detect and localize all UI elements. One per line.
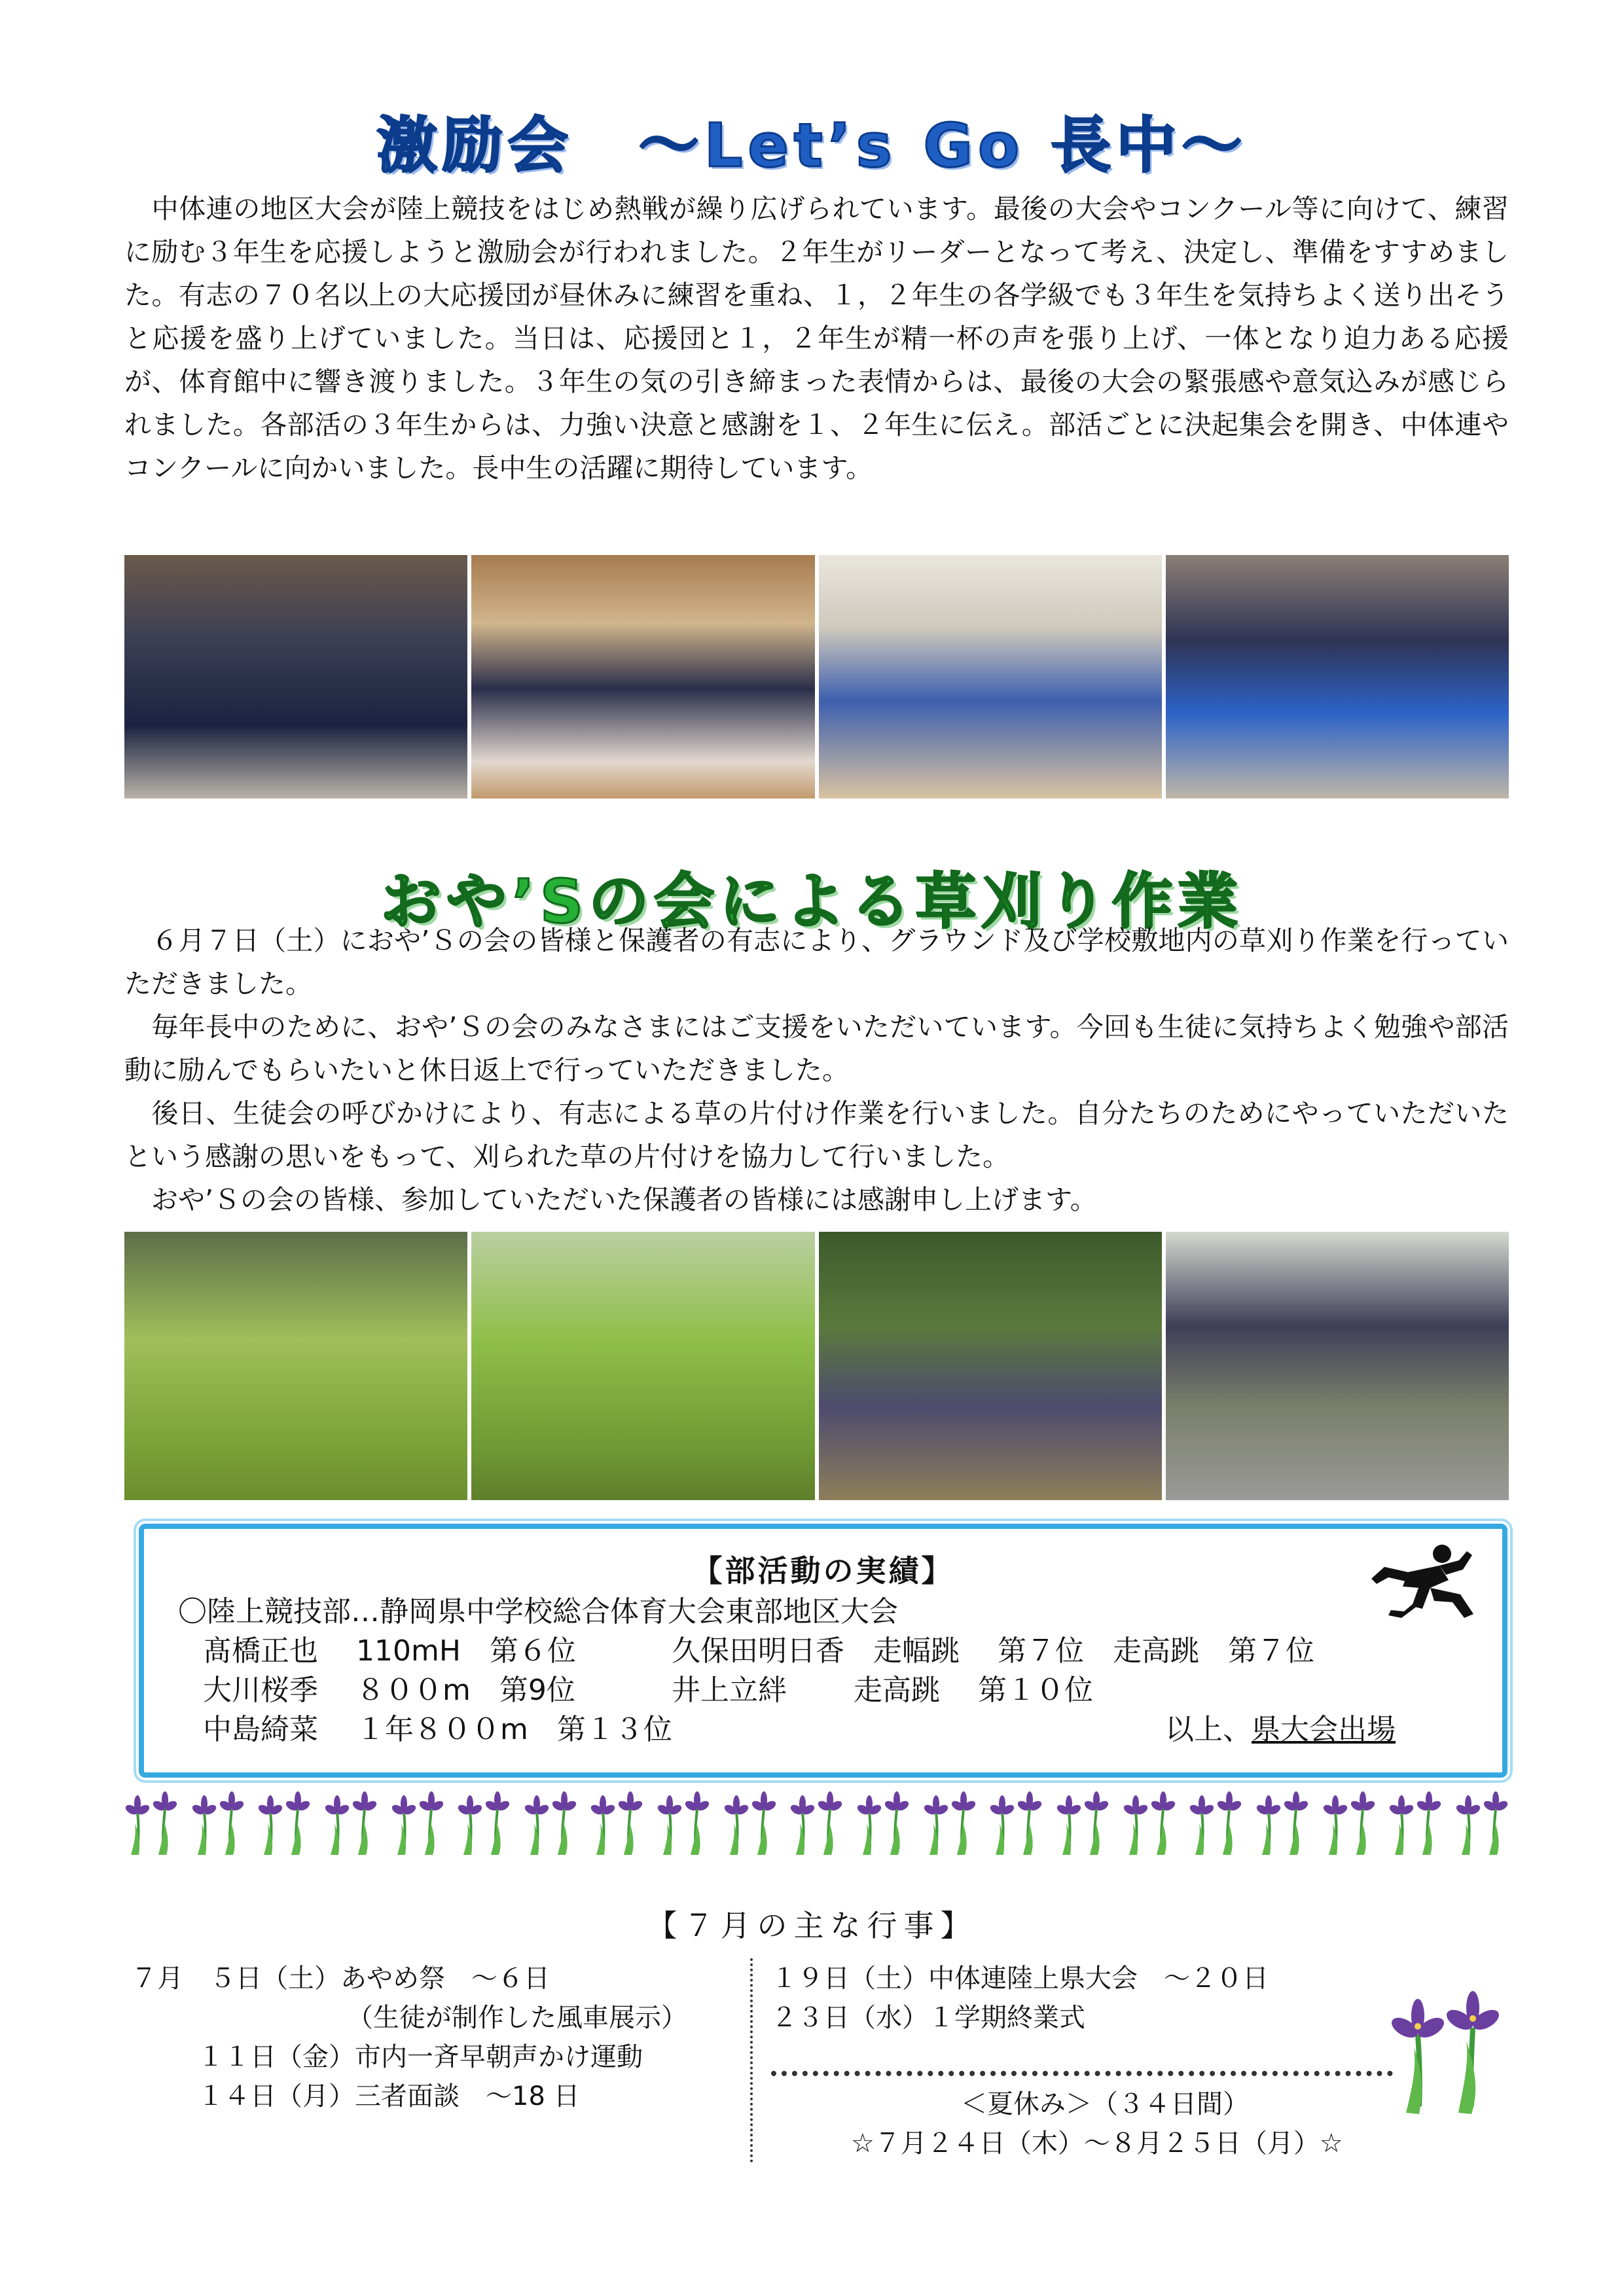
- event-item: １９日（土）中体連陸上県大会 ～２０日: [771, 1964, 1269, 1994]
- vacation-label: ＜夏休み＞（３４日間）: [961, 2089, 1249, 2119]
- photo-wheelbarrow-cleanup: [1166, 1232, 1509, 1500]
- iris-flower-icon: [191, 1789, 245, 1855]
- iris-flower-icon: [1455, 1789, 1509, 1855]
- club-result: 髙橋正也 110mH 第６位: [203, 1634, 576, 1668]
- iris-flower-icon: [1056, 1789, 1110, 1855]
- club-summary-prefix: 以上、: [1165, 1713, 1252, 1746]
- event-item: （生徒が制作した風車展示）: [347, 2003, 687, 2033]
- event-item: １１日（金）市内一斉早朝声かけ運動: [198, 2042, 643, 2072]
- section2-paragraph: ６月７日（土）におや’Ｓの会の皆様と保護者の有志により、グラウンド及び学校敷地内の草刈り作業を行っていただきました。 毎年長中のために、おや’Ｓの会のみなさまにはご支援をいただいています。今回も生徒に気持ちよく勉強や部活動に励んでもらいたいと休日返上で行っていただきました。 後日、生徒会の呼びかけにより、有志による草の片付け作業を行いました。自分たちのためにやっていただいたという感謝の思いをもって、刈られた草の片付けを協力して行いました。 おや’Ｓの会の皆様、参加していただいた保護者の皆様には感謝申し上げます。: [124, 925, 1509, 1215]
- iris-flower-icon: [789, 1789, 843, 1855]
- iris-flower-icon: [524, 1789, 577, 1855]
- event-item: ２３日（水）１学期終業式: [771, 2003, 1085, 2033]
- club-results-title: 【部活動の実績】: [692, 1553, 954, 1588]
- club-result: 中島綺菜 １年８００m 第１３位: [203, 1713, 672, 1746]
- iris-flower-icon: [657, 1789, 710, 1855]
- events-dotted-rule: [771, 2071, 1393, 2076]
- iris-flower-icon: [1380, 1975, 1511, 2119]
- section2-title: おや’Sの会による草刈り作業: [380, 867, 1244, 937]
- events-title: 【７月の主な行事】: [647, 1908, 977, 1943]
- club-result: 井上立絆 走高跳 第１０位: [672, 1674, 1093, 1707]
- iris-flower-icon: [324, 1789, 378, 1855]
- iris-flower-icon: [1255, 1789, 1309, 1855]
- iris-flower-icon: [923, 1789, 977, 1855]
- iris-flower-icon: [590, 1789, 643, 1855]
- iris-flower-icon: [457, 1789, 511, 1855]
- photo-team-huddle: [1166, 555, 1509, 798]
- event-item: １４日（月）三者面談 ～18 日: [198, 2081, 580, 2111]
- iris-flower-icon: [1322, 1789, 1376, 1855]
- vacation-dates: ☆７月２４日（木）～８月２５日（月）☆: [851, 2128, 1343, 2159]
- section1-title: 激励会 ～Let’s Go 長中～: [376, 111, 1248, 181]
- iris-flower-icon: [257, 1789, 311, 1855]
- iris-flower-icon: [1123, 1789, 1176, 1855]
- iris-flower-icon: [1388, 1789, 1442, 1855]
- photo-cheering-students: [124, 555, 467, 798]
- encouragement-photo-strip: [124, 555, 1509, 798]
- club-summary: [1165, 1706, 1396, 1748]
- club-event-heading: 〇陸上競技部…静岡県中学校総合体育大会東部地区大会: [178, 1595, 898, 1628]
- iris-flower-icon: [1189, 1789, 1242, 1855]
- mowing-photo-strip: [124, 1232, 1509, 1500]
- photo-basketball-team: [819, 555, 1162, 798]
- section1-paragraph: 中体連の地区大会が陸上競技をはじめ熱戦が繰り広げられています。最後の大会やコンクール等に向けて、練習に励む３年生を応援しようと激励会が行われました。２年生がリーダーとなって考え、決定し、準備をすすめました。有志の７０名以上の大応援団が昼休みに練習を重ね、１，２年生の各学級でも３年生を気持ちよく送り出そうと応援を盛り上げていました。当日は、応援団と１，２年生が精一杯の声を張り上げ、一体となり迫力ある応援が、体育館中に響き渡りました。３年生の気の引き締まった表情からは、最後の大会の緊張感や意気込みが感じられました。各部活の３年生からは、力強い決意と感謝を１、２年生に伝え。部活ごとに決起集会を開き、中体連やコンクールに向かいました。長中生の活躍に期待しています。: [124, 193, 1509, 484]
- photo-parent-mowing: [124, 1232, 467, 1500]
- event-item: ７月 ５日（土）あやめ祭 ～６日: [131, 1964, 550, 1994]
- iris-flower-icon: [391, 1789, 444, 1855]
- club-summary-link: 県大会出場: [1252, 1713, 1396, 1746]
- iris-flower-icon: [989, 1789, 1043, 1855]
- club-result: 大川桜季 ８００m 第9位: [203, 1674, 575, 1707]
- runner-icon: [1362, 1541, 1480, 1626]
- photo-gym-cheer-squad: [471, 555, 814, 798]
- iris-border: [124, 1789, 1509, 1861]
- iris-flower-icon: [723, 1789, 777, 1855]
- club-results-box: [139, 1524, 1507, 1778]
- photo-students-collecting-grass: [819, 1232, 1162, 1500]
- photo-slope-mowing: [471, 1232, 814, 1500]
- club-result: 久保田明日香 走幅跳 第７位 走高跳 第７位: [672, 1634, 1314, 1668]
- iris-flower-icon: [124, 1789, 178, 1855]
- events-divider: [750, 1958, 753, 2162]
- iris-flower-icon: [856, 1789, 910, 1855]
